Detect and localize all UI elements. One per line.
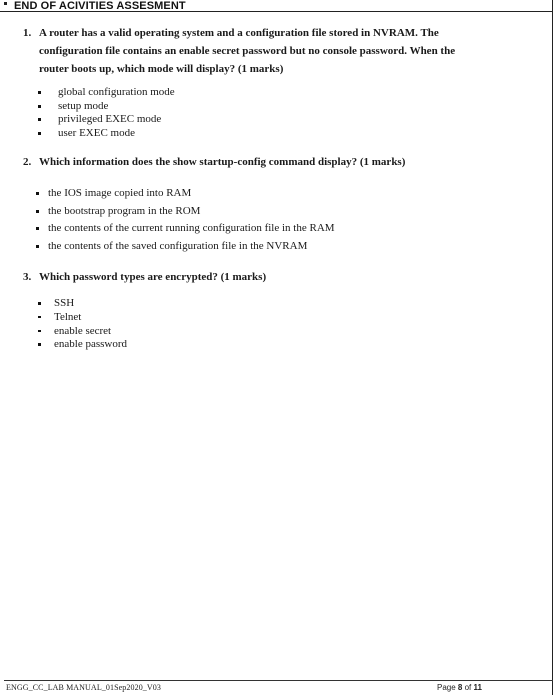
option-text: user EXEC mode	[58, 126, 135, 139]
square-bullet-icon	[38, 330, 41, 333]
square-bullet-icon	[38, 302, 41, 305]
option-text: the contents of the current running configuration file in the RAM	[48, 222, 335, 235]
option-text: privileged EXEC mode	[58, 113, 162, 125]
question-1-options	[58, 86, 175, 140]
answer-option	[48, 185, 335, 203]
answer-option	[54, 311, 127, 325]
square-bullet-icon	[38, 118, 41, 121]
answer-option	[54, 338, 127, 352]
page-total: 11	[473, 683, 482, 692]
page-label: Page	[437, 683, 456, 692]
option-text: the contents of the saved configuration file in the NVRAM	[48, 240, 308, 253]
question-text	[39, 268, 266, 286]
footer-page-number	[437, 683, 482, 693]
question-text	[39, 24, 494, 78]
question-3-options	[54, 297, 127, 352]
question-2	[23, 153, 503, 171]
option-text: setup mode	[58, 99, 109, 112]
square-bullet-icon	[36, 245, 39, 248]
answer-option	[58, 113, 175, 127]
answer-option	[54, 325, 127, 339]
square-bullet-icon	[38, 132, 41, 135]
square-bullet-icon	[36, 227, 39, 230]
answer-option	[58, 86, 175, 100]
option-text: global configuration mode	[58, 86, 175, 98]
square-bullet-icon	[36, 192, 39, 195]
square-bullet-icon	[38, 105, 41, 108]
question-number: 2.	[23, 156, 32, 168]
footer-divider	[4, 680, 553, 681]
option-text: Telnet	[54, 310, 82, 323]
question-3	[23, 268, 503, 286]
question-2-options	[48, 185, 335, 256]
square-bullet-icon	[38, 343, 41, 346]
question-1	[23, 24, 493, 78]
option-text: the IOS image copied into RAM	[48, 187, 192, 199]
option-text: enable password	[54, 338, 128, 351]
option-text: enable secret	[54, 324, 112, 337]
square-bullet-icon	[38, 91, 41, 94]
answer-option	[48, 220, 335, 238]
square-bullet-icon	[36, 210, 39, 213]
question-text-line: router boots up, which mode will display? (1 marks)	[39, 63, 284, 75]
square-bullet-icon	[38, 316, 41, 319]
question-text-line: A router has a valid operating system and a configuration file stored in NVRAM. The	[39, 27, 439, 39]
section-title: END OF ACIVITIES ASSESMENT	[14, 0, 186, 12]
page-of-label: of	[464, 683, 472, 692]
question-number: 3.	[23, 271, 32, 283]
question-text-line: configuration file contains an enable secret password but no console password. When the	[39, 45, 456, 57]
answer-option	[54, 297, 127, 311]
section-header	[0, 0, 553, 12]
header-bullet-icon	[4, 2, 7, 5]
page-current: 8	[457, 683, 463, 692]
answer-option	[48, 203, 335, 221]
question-text	[39, 153, 405, 171]
question-number: 1.	[23, 27, 32, 39]
question-text-line: Which information does the show startup-config command display? (1 marks)	[39, 156, 406, 168]
footer-document-id: ENGG_CC_LAB MANUAL_01Sep2020_V03	[6, 683, 161, 692]
question-text-line: Which password types are encrypted? (1 marks)	[39, 271, 267, 283]
option-text: SSH	[54, 297, 75, 309]
answer-option	[58, 127, 175, 141]
answer-option	[48, 238, 335, 256]
option-text: the bootstrap program in the ROM	[48, 204, 201, 217]
answer-option	[58, 100, 175, 114]
